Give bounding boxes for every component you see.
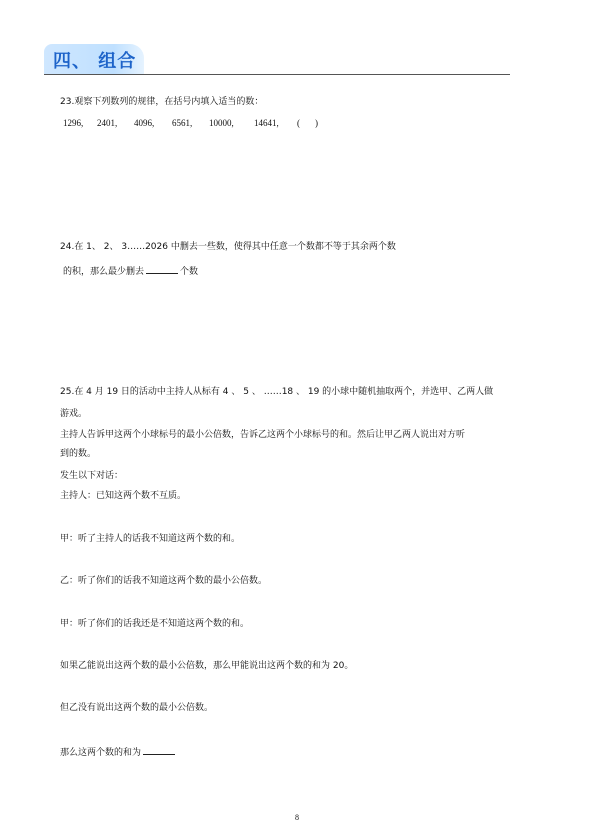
- section-header: [44, 44, 510, 75]
- question-25-line-4: 到的数。: [60, 449, 97, 459]
- answer-bracket-open: (: [297, 118, 300, 128]
- question-25-line-3: 主持人告诉甲这两个小球标号的最小公倍数，告诉乙这两个小球标号的和。然后让甲乙两人说出对方听: [60, 430, 466, 440]
- dialog-yi-1: 乙：听了你们的话我不知道这两个数的最小公倍数。: [60, 576, 268, 586]
- dialog-result: 但乙没有说出这两个数的最小公倍数。: [60, 703, 214, 713]
- sequence-term: 4096,: [134, 118, 155, 128]
- question-25-line-2: 游戏。: [60, 409, 88, 419]
- dialog-jia-2: 甲：听了你们的话我还是不知道这两个数的和。: [60, 619, 250, 629]
- question-23-text: 23.观察下列数列的规律，在括号内填入适当的数：: [60, 97, 264, 107]
- sequence-term: 1296,: [63, 118, 84, 128]
- sequence-term: 2401,: [97, 118, 118, 128]
- question-25-line-1: 25.在 4 月 19 日的活动中主持人从标有 4 、 5 、 ……18 、 19 的小球中随机抽取两个，并选甲、乙两人做: [60, 387, 494, 397]
- section-title: 四、 组合: [53, 51, 137, 72]
- section-divider: [44, 74, 510, 75]
- answer-bracket-close: ): [315, 118, 318, 128]
- dialog-host: 主持人：已知这两个数不互质。: [60, 491, 187, 501]
- sequence-term: 14641,: [254, 118, 279, 128]
- sequence-term: 6561,: [172, 118, 193, 128]
- sequence-term: 10000,: [209, 118, 234, 128]
- question-24-line-1: 24.在 1、 2、 3……2026 中删去一些数，使得其中任意一个数都不等于其余两个数: [60, 242, 396, 252]
- question-24-text-after: 个数: [180, 267, 199, 277]
- question-25-line-5: 发生以下对话：: [60, 471, 124, 481]
- question-24-line-2: [63, 264, 198, 278]
- answer-blank[interactable]: [146, 264, 178, 274]
- answer-blank[interactable]: [143, 745, 175, 755]
- question-25-final-text: 那么这两个数的和为: [60, 748, 142, 758]
- dialog-jia-1: 甲：听了主持人的话我不知道这两个数的和。: [60, 534, 241, 544]
- question-25-final: [60, 745, 177, 759]
- dialog-condition: 如果乙能说出这两个数的最小公倍数，那么甲能说出这两个数的和为 20。: [60, 661, 354, 671]
- page-number: 8: [295, 813, 299, 822]
- question-24-text-before: 的积，那么最少删去: [63, 267, 145, 277]
